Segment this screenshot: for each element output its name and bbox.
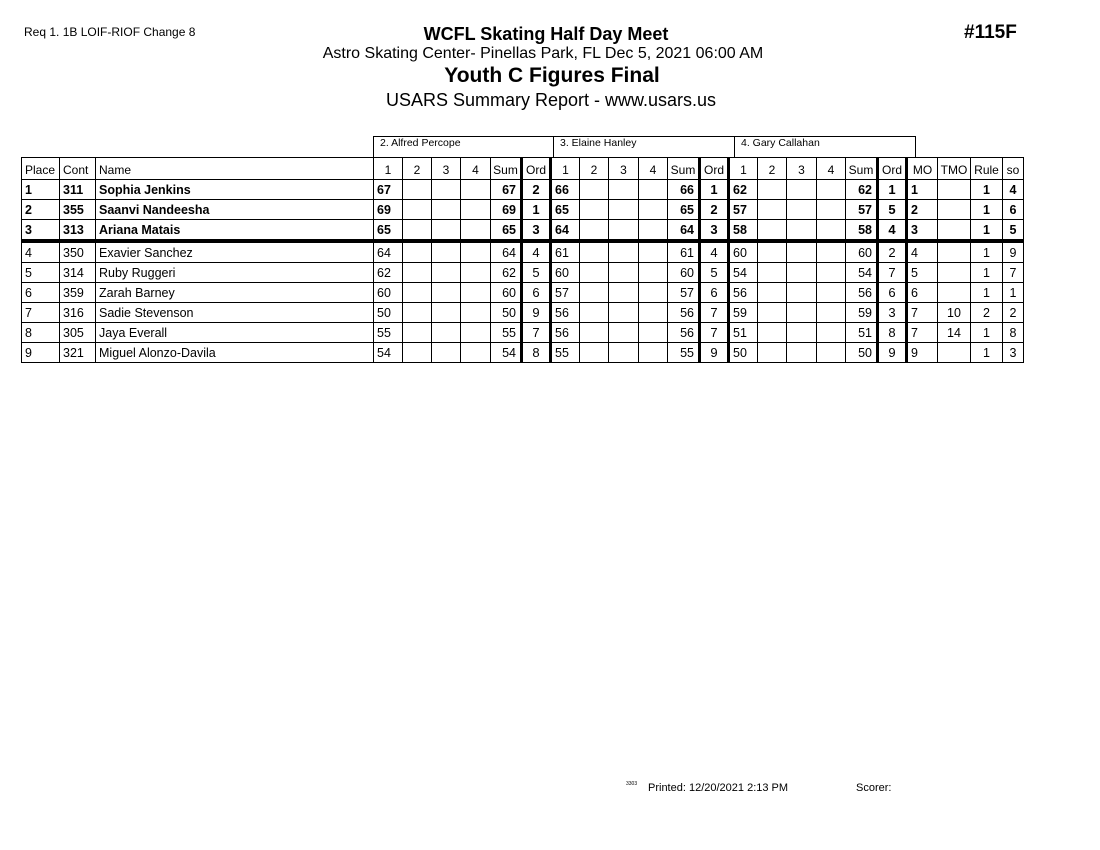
mo-cell: 4 bbox=[907, 241, 938, 263]
meet-title: WCFL Skating Half Day Meet bbox=[423, 24, 669, 44]
judge-score-cell: 61 bbox=[551, 241, 580, 263]
skater-name-cell: Saanvi Nandeesha bbox=[96, 200, 374, 220]
judge-score-cell: 58 bbox=[729, 220, 758, 242]
score-sum-cell: 57 bbox=[846, 200, 878, 220]
judge-score-cell bbox=[787, 263, 817, 283]
judge-score-cell: 64 bbox=[551, 220, 580, 242]
so-cell: 2 bbox=[1003, 303, 1024, 323]
judge-score-cell: 51 bbox=[729, 323, 758, 343]
judge-score-cell bbox=[609, 220, 639, 242]
col-sum: Sum bbox=[491, 158, 522, 180]
rule-cell: 1 bbox=[971, 323, 1003, 343]
score-sum-cell: 54 bbox=[491, 343, 522, 363]
col-j4: 4 bbox=[639, 158, 668, 180]
judge-score-cell bbox=[403, 323, 432, 343]
judge-score-cell bbox=[461, 200, 491, 220]
col-ord: Ord bbox=[522, 158, 551, 180]
judge-score-cell bbox=[580, 241, 609, 263]
ordinal-cell: 4 bbox=[878, 220, 907, 242]
judge-score-cell bbox=[817, 343, 846, 363]
score-sum-cell: 56 bbox=[668, 323, 700, 343]
judge-score-cell: 64 bbox=[374, 241, 403, 263]
table-row bbox=[22, 180, 1024, 200]
rule-cell: 1 bbox=[971, 263, 1003, 283]
judge-score-cell bbox=[432, 180, 461, 200]
judge-score-cell bbox=[609, 343, 639, 363]
ordinal-cell: 7 bbox=[522, 323, 551, 343]
rule-cell: 1 bbox=[971, 241, 1003, 263]
judge-score-cell bbox=[817, 220, 846, 242]
rule-cell: 1 bbox=[971, 180, 1003, 200]
score-sum-cell: 62 bbox=[491, 263, 522, 283]
judge-score-cell bbox=[758, 343, 787, 363]
ordinal-cell: 5 bbox=[700, 263, 729, 283]
ordinal-cell: 2 bbox=[878, 241, 907, 263]
tmo-cell: 10 bbox=[938, 303, 971, 323]
ordinal-cell: 1 bbox=[522, 200, 551, 220]
col-place: Place bbox=[22, 158, 60, 180]
judge-score-cell: 69 bbox=[374, 200, 403, 220]
print-code: 3303 bbox=[626, 781, 638, 787]
ordinal-cell: 9 bbox=[522, 303, 551, 323]
judge-header-2: 3. Elaine Hanley bbox=[553, 136, 735, 157]
judge-score-cell bbox=[758, 241, 787, 263]
score-sum-cell: 51 bbox=[846, 323, 878, 343]
mo-cell: 1 bbox=[907, 180, 938, 200]
judge-score-cell bbox=[432, 220, 461, 242]
judge-score-cell bbox=[639, 180, 668, 200]
judge-score-cell bbox=[461, 241, 491, 263]
skater-name-cell: Ariana Matais bbox=[96, 220, 374, 242]
table-row bbox=[22, 241, 1024, 263]
table-row bbox=[22, 323, 1024, 343]
ordinal-cell: 9 bbox=[878, 343, 907, 363]
judge-score-cell bbox=[609, 323, 639, 343]
judge-score-cell: 65 bbox=[374, 220, 403, 242]
score-sum-cell: 59 bbox=[846, 303, 878, 323]
contestant-number-cell: 311 bbox=[60, 180, 96, 200]
so-cell: 3 bbox=[1003, 343, 1024, 363]
judge-score-cell: 59 bbox=[729, 303, 758, 323]
judge-score-cell: 55 bbox=[551, 343, 580, 363]
rule-cell: 1 bbox=[971, 283, 1003, 303]
so-cell: 7 bbox=[1003, 263, 1024, 283]
table-row bbox=[22, 263, 1024, 283]
col-j3: 3 bbox=[432, 158, 461, 180]
mo-cell: 7 bbox=[907, 323, 938, 343]
ordinal-cell: 8 bbox=[878, 323, 907, 343]
judge-score-cell: 60 bbox=[729, 241, 758, 263]
col-j4: 4 bbox=[461, 158, 491, 180]
col-name: Name bbox=[96, 158, 374, 180]
table-row bbox=[22, 303, 1024, 323]
ordinal-cell: 3 bbox=[700, 220, 729, 242]
ordinal-cell: 2 bbox=[700, 200, 729, 220]
col-j3: 3 bbox=[787, 158, 817, 180]
place-cell: 6 bbox=[22, 283, 60, 303]
col-rule: Rule bbox=[971, 158, 1003, 180]
col-sum: Sum bbox=[846, 158, 878, 180]
score-sum-cell: 58 bbox=[846, 220, 878, 242]
so-cell: 4 bbox=[1003, 180, 1024, 200]
judge-score-cell bbox=[787, 283, 817, 303]
judge-score-cell: 65 bbox=[551, 200, 580, 220]
score-sum-cell: 64 bbox=[668, 220, 700, 242]
score-sum-cell: 60 bbox=[491, 283, 522, 303]
report-title: USARS Summary Report - www.usars.us bbox=[385, 90, 717, 110]
judge-score-cell: 57 bbox=[729, 200, 758, 220]
skater-name-cell: Exavier Sanchez bbox=[96, 241, 374, 263]
tmo-cell bbox=[938, 241, 971, 263]
col-j1: 1 bbox=[729, 158, 758, 180]
judge-score-cell bbox=[432, 200, 461, 220]
contestant-number-cell: 359 bbox=[60, 283, 96, 303]
printed-timestamp: Printed: 12/20/2021 2:13 PM bbox=[648, 782, 789, 794]
so-cell: 9 bbox=[1003, 241, 1024, 263]
place-cell: 5 bbox=[22, 263, 60, 283]
judge-score-cell bbox=[787, 241, 817, 263]
judge-score-cell bbox=[461, 283, 491, 303]
ordinal-cell: 6 bbox=[878, 283, 907, 303]
so-cell: 8 bbox=[1003, 323, 1024, 343]
score-sum-cell: 65 bbox=[668, 200, 700, 220]
ordinal-cell: 1 bbox=[700, 180, 729, 200]
judge-score-cell bbox=[461, 220, 491, 242]
score-sum-cell: 55 bbox=[668, 343, 700, 363]
ordinal-cell: 7 bbox=[700, 323, 729, 343]
tmo-cell bbox=[938, 343, 971, 363]
place-cell: 9 bbox=[22, 343, 60, 363]
judge-score-cell bbox=[758, 283, 787, 303]
col-cont: Cont bbox=[60, 158, 96, 180]
judge-score-cell: 50 bbox=[729, 343, 758, 363]
score-sum-cell: 50 bbox=[491, 303, 522, 323]
tmo-cell bbox=[938, 180, 971, 200]
contestant-number-cell: 350 bbox=[60, 241, 96, 263]
judge-score-cell bbox=[758, 323, 787, 343]
judge-score-cell bbox=[403, 303, 432, 323]
score-sum-cell: 54 bbox=[846, 263, 878, 283]
score-sum-cell: 60 bbox=[668, 263, 700, 283]
table-row bbox=[22, 220, 1024, 242]
so-cell: 1 bbox=[1003, 283, 1024, 303]
ordinal-cell: 4 bbox=[700, 241, 729, 263]
table-row bbox=[22, 283, 1024, 303]
judge-score-cell bbox=[403, 263, 432, 283]
score-sum-cell: 56 bbox=[668, 303, 700, 323]
tmo-cell bbox=[938, 220, 971, 242]
skater-name-cell: Sophia Jenkins bbox=[96, 180, 374, 200]
judge-score-cell bbox=[787, 343, 817, 363]
judge-score-cell: 62 bbox=[729, 180, 758, 200]
col-tmo: TMO bbox=[938, 158, 971, 180]
judge-score-cell: 50 bbox=[374, 303, 403, 323]
tmo-cell bbox=[938, 263, 971, 283]
mo-cell: 5 bbox=[907, 263, 938, 283]
judge-score-cell bbox=[432, 241, 461, 263]
judge-score-cell bbox=[609, 283, 639, 303]
judge-score-cell bbox=[580, 323, 609, 343]
score-sum-cell: 62 bbox=[846, 180, 878, 200]
judge-header-1: 2. Alfred Percope bbox=[373, 136, 554, 157]
judge-score-cell: 56 bbox=[551, 323, 580, 343]
col-so: so bbox=[1003, 158, 1024, 180]
judge-score-cell bbox=[609, 200, 639, 220]
col-j1: 1 bbox=[374, 158, 403, 180]
judge-score-cell: 62 bbox=[374, 263, 403, 283]
judge-score-cell bbox=[758, 180, 787, 200]
judge-score-cell bbox=[403, 200, 432, 220]
col-sum: Sum bbox=[668, 158, 700, 180]
skater-name-cell: Sadie Stevenson bbox=[96, 303, 374, 323]
ordinal-cell: 9 bbox=[700, 343, 729, 363]
judge-score-cell bbox=[461, 323, 491, 343]
judge-score-cell: 67 bbox=[374, 180, 403, 200]
skater-name-cell: Zarah Barney bbox=[96, 283, 374, 303]
ordinal-cell: 5 bbox=[522, 263, 551, 283]
judge-score-cell bbox=[758, 303, 787, 323]
col-ord: Ord bbox=[700, 158, 729, 180]
judge-score-cell bbox=[787, 303, 817, 323]
judge-score-cell bbox=[580, 200, 609, 220]
judge-score-cell bbox=[639, 200, 668, 220]
judge-score-cell bbox=[403, 283, 432, 303]
judge-score-cell bbox=[817, 303, 846, 323]
judge-score-cell bbox=[787, 180, 817, 200]
judge-score-cell bbox=[639, 323, 668, 343]
score-sum-cell: 60 bbox=[846, 241, 878, 263]
col-mo: MO bbox=[907, 158, 938, 180]
ordinal-cell: 5 bbox=[878, 200, 907, 220]
judge-score-cell: 66 bbox=[551, 180, 580, 200]
judge-score-cell bbox=[817, 263, 846, 283]
place-cell: 8 bbox=[22, 323, 60, 343]
request-label: Req 1. 1B LOIF-RIOF Change 8 bbox=[24, 25, 196, 39]
mo-cell: 2 bbox=[907, 200, 938, 220]
score-sum-cell: 61 bbox=[668, 241, 700, 263]
tmo-cell bbox=[938, 200, 971, 220]
judge-score-cell bbox=[403, 241, 432, 263]
score-sum-cell: 50 bbox=[846, 343, 878, 363]
judge-score-cell bbox=[461, 263, 491, 283]
judge-score-cell bbox=[758, 220, 787, 242]
judge-score-cell bbox=[609, 303, 639, 323]
results-table bbox=[21, 157, 1024, 363]
judge-score-cell bbox=[403, 343, 432, 363]
contestant-number-cell: 316 bbox=[60, 303, 96, 323]
judge-score-cell bbox=[787, 220, 817, 242]
contestant-number-cell: 313 bbox=[60, 220, 96, 242]
judge-score-cell bbox=[817, 241, 846, 263]
ordinal-cell: 7 bbox=[700, 303, 729, 323]
judge-score-cell: 57 bbox=[551, 283, 580, 303]
judge-score-cell bbox=[403, 180, 432, 200]
so-cell: 5 bbox=[1003, 220, 1024, 242]
col-j3: 3 bbox=[609, 158, 639, 180]
judge-score-cell bbox=[639, 343, 668, 363]
contestant-number-cell: 321 bbox=[60, 343, 96, 363]
table-row bbox=[22, 343, 1024, 363]
place-cell: 4 bbox=[22, 241, 60, 263]
judge-score-cell: 56 bbox=[729, 283, 758, 303]
place-cell: 3 bbox=[22, 220, 60, 242]
judge-score-cell bbox=[432, 283, 461, 303]
mo-cell: 7 bbox=[907, 303, 938, 323]
col-j2: 2 bbox=[758, 158, 787, 180]
so-cell: 6 bbox=[1003, 200, 1024, 220]
ordinal-cell: 6 bbox=[700, 283, 729, 303]
judge-score-cell bbox=[639, 283, 668, 303]
score-sum-cell: 65 bbox=[491, 220, 522, 242]
col-j4: 4 bbox=[817, 158, 846, 180]
judge-score-cell bbox=[817, 180, 846, 200]
tmo-cell bbox=[938, 283, 971, 303]
skater-name-cell: Miguel Alonzo-Davila bbox=[96, 343, 374, 363]
judge-score-cell bbox=[432, 263, 461, 283]
judge-score-cell bbox=[580, 303, 609, 323]
judge-score-cell bbox=[461, 343, 491, 363]
judge-score-cell bbox=[432, 343, 461, 363]
judge-score-cell bbox=[758, 200, 787, 220]
score-sum-cell: 67 bbox=[491, 180, 522, 200]
judge-score-cell bbox=[758, 263, 787, 283]
judge-score-cell: 60 bbox=[374, 283, 403, 303]
ordinal-cell: 3 bbox=[878, 303, 907, 323]
contestant-number-cell: 355 bbox=[60, 200, 96, 220]
judge-score-cell bbox=[787, 323, 817, 343]
contestant-number-cell: 305 bbox=[60, 323, 96, 343]
judge-header-3: 4. Gary Callahan bbox=[734, 136, 916, 157]
judge-score-cell bbox=[609, 241, 639, 263]
rule-cell: 1 bbox=[971, 200, 1003, 220]
judge-score-cell bbox=[787, 200, 817, 220]
place-cell: 2 bbox=[22, 200, 60, 220]
rule-cell: 1 bbox=[971, 220, 1003, 242]
score-sum-cell: 57 bbox=[668, 283, 700, 303]
rule-cell: 1 bbox=[971, 343, 1003, 363]
place-cell: 1 bbox=[22, 180, 60, 200]
ordinal-cell: 2 bbox=[522, 180, 551, 200]
judge-score-cell bbox=[639, 303, 668, 323]
ordinal-cell: 6 bbox=[522, 283, 551, 303]
judge-score-cell bbox=[817, 200, 846, 220]
judge-score-cell: 55 bbox=[374, 323, 403, 343]
score-sum-cell: 56 bbox=[846, 283, 878, 303]
scorer-label: Scorer: bbox=[856, 782, 892, 794]
ordinal-cell: 8 bbox=[522, 343, 551, 363]
judge-score-cell bbox=[609, 180, 639, 200]
judge-score-cell bbox=[403, 220, 432, 242]
ordinal-cell: 7 bbox=[878, 263, 907, 283]
event-title: Youth C Figures Final bbox=[444, 64, 660, 87]
judge-score-cell: 56 bbox=[551, 303, 580, 323]
tmo-cell: 14 bbox=[938, 323, 971, 343]
mo-cell: 9 bbox=[907, 343, 938, 363]
judge-score-cell: 60 bbox=[551, 263, 580, 283]
judge-score-cell bbox=[580, 180, 609, 200]
judge-score-cell: 54 bbox=[729, 263, 758, 283]
ordinal-cell: 3 bbox=[522, 220, 551, 242]
skater-name-cell: Jaya Everall bbox=[96, 323, 374, 343]
column-header-row bbox=[22, 158, 1024, 180]
judge-score-cell bbox=[432, 303, 461, 323]
judge-score-cell bbox=[817, 323, 846, 343]
judge-score-cell bbox=[639, 220, 668, 242]
ordinal-cell: 1 bbox=[878, 180, 907, 200]
ordinal-cell: 4 bbox=[522, 241, 551, 263]
judge-score-cell bbox=[609, 263, 639, 283]
score-sum-cell: 55 bbox=[491, 323, 522, 343]
mo-cell: 6 bbox=[907, 283, 938, 303]
judge-score-cell bbox=[580, 283, 609, 303]
col-ord: Ord bbox=[878, 158, 907, 180]
rule-cell: 2 bbox=[971, 303, 1003, 323]
judge-score-cell bbox=[432, 323, 461, 343]
judge-score-cell bbox=[580, 220, 609, 242]
judge-score-cell bbox=[580, 343, 609, 363]
event-number: #115F bbox=[964, 22, 1017, 43]
col-j2: 2 bbox=[403, 158, 432, 180]
contestant-number-cell: 314 bbox=[60, 263, 96, 283]
judge-score-cell bbox=[817, 283, 846, 303]
col-j1: 1 bbox=[551, 158, 580, 180]
judge-score-cell bbox=[461, 303, 491, 323]
skater-name-cell: Ruby Ruggeri bbox=[96, 263, 374, 283]
score-sum-cell: 64 bbox=[491, 241, 522, 263]
judge-score-cell bbox=[580, 263, 609, 283]
place-cell: 7 bbox=[22, 303, 60, 323]
table-row bbox=[22, 200, 1024, 220]
mo-cell: 3 bbox=[907, 220, 938, 242]
judge-score-cell bbox=[639, 241, 668, 263]
judge-score-cell: 54 bbox=[374, 343, 403, 363]
judge-score-cell bbox=[639, 263, 668, 283]
score-sum-cell: 66 bbox=[668, 180, 700, 200]
col-j2: 2 bbox=[580, 158, 609, 180]
judge-score-cell bbox=[461, 180, 491, 200]
location-date: Astro Skating Center- Pinellas Park, FL Dec 5, 2021 06:00 AM bbox=[322, 45, 764, 62]
score-sum-cell: 69 bbox=[491, 200, 522, 220]
